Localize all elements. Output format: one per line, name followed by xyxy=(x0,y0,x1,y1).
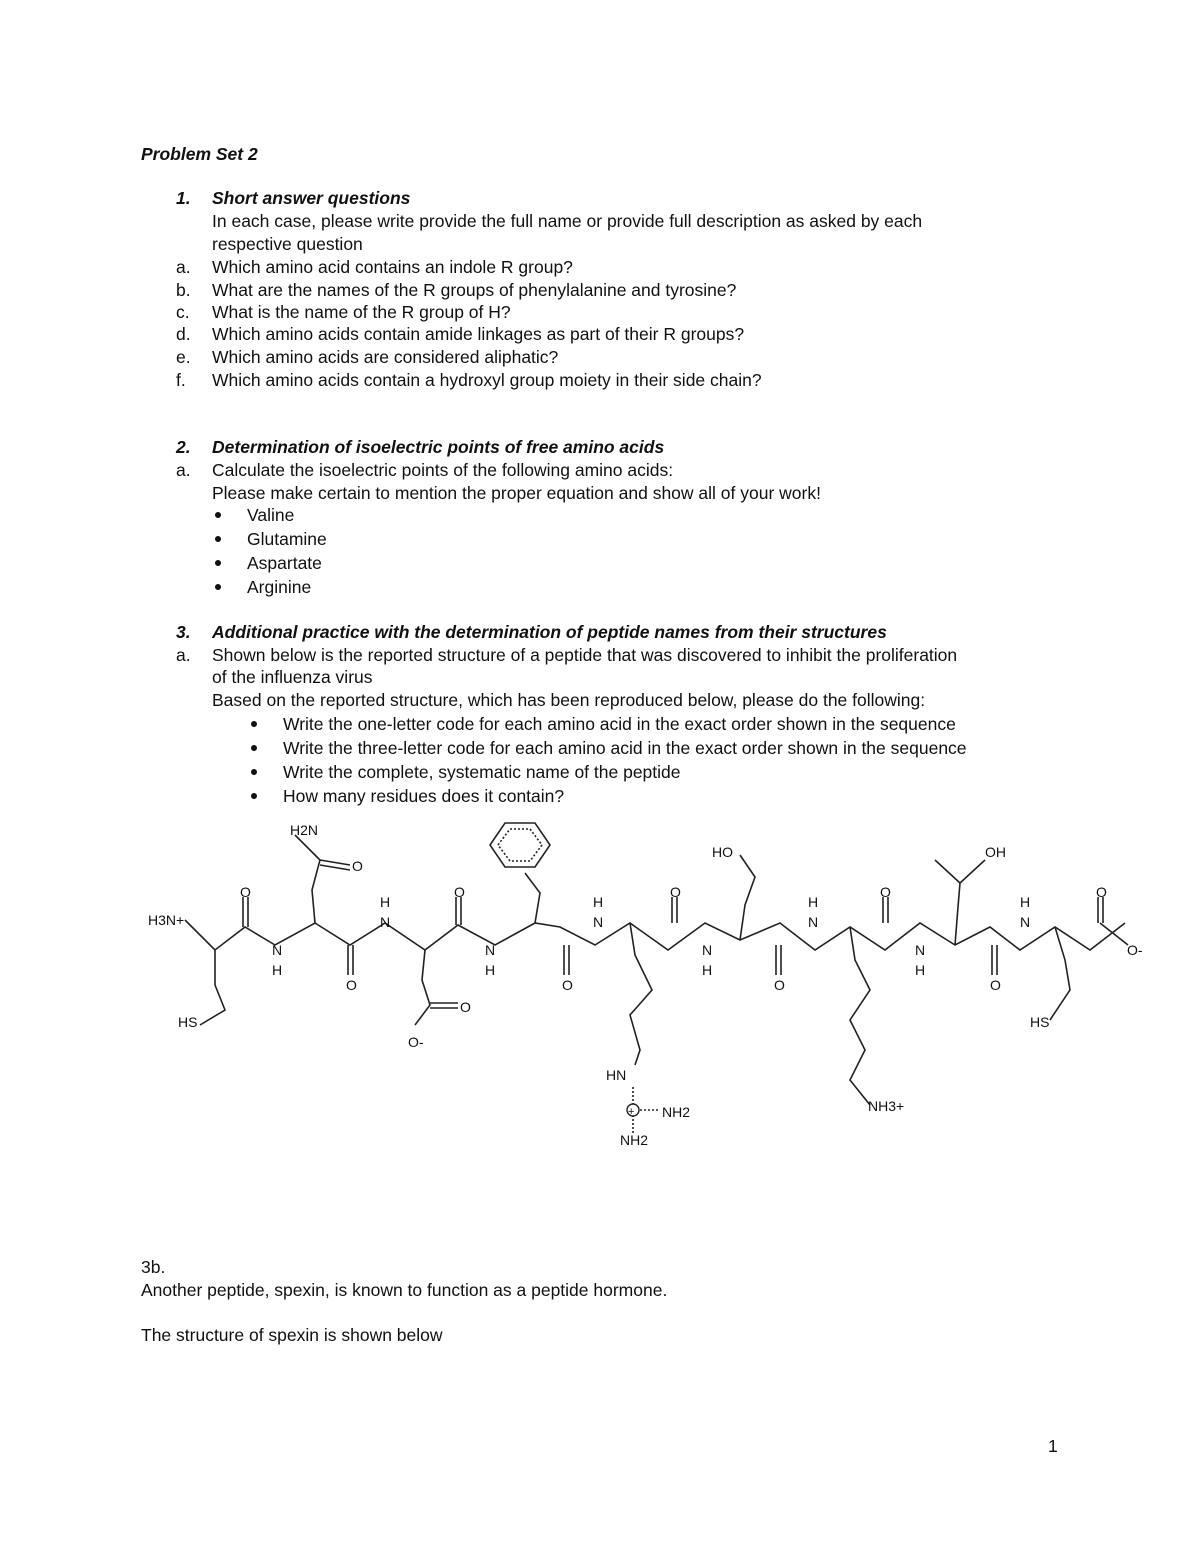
side-chain xyxy=(960,860,985,883)
q1-item-letter: e. xyxy=(176,347,191,367)
q3b-label: 3b. xyxy=(141,1257,166,1277)
side-chain xyxy=(850,927,870,1105)
n-terminus-label: H3N+ xyxy=(148,912,185,928)
bullet-icon xyxy=(251,769,257,775)
q2-number: 2. xyxy=(176,437,191,457)
thiol-label: HS xyxy=(178,1014,198,1030)
q3-number: 3. xyxy=(176,622,191,642)
hydroxyl-label: HO xyxy=(712,844,733,860)
q2-a-line1: Calculate the isoelectric points of the following amino acids: xyxy=(212,460,674,480)
carbonyl-bond xyxy=(320,865,350,870)
carbonyl-o-label: O xyxy=(240,884,251,900)
amide-h-label: H xyxy=(915,962,926,978)
q3-heading: Additional practice with the determination of peptide names from their structures xyxy=(212,622,887,642)
q2-heading: Determination of isoelectric points of free amino acids xyxy=(212,437,665,457)
bullet-icon xyxy=(215,512,221,518)
q2-bullet-item: Aspartate xyxy=(247,553,322,573)
q2-bullet-item: Arginine xyxy=(247,577,312,597)
side-chain xyxy=(415,950,430,1025)
q1-intro-line2: respective question xyxy=(212,234,363,254)
carbonyl-o-label: O xyxy=(880,884,891,900)
peptide-structure-diagram xyxy=(140,815,1160,1165)
q1-item-text: Which amino acids are considered aliphatic? xyxy=(212,347,559,367)
carboxylate-label: O- xyxy=(408,1034,424,1050)
ammonium-label: NH3+ xyxy=(868,1098,905,1114)
q3-bullet-item: How many residues does it contain? xyxy=(283,786,565,806)
amide-h-label: H xyxy=(485,962,496,978)
carboxylate-label: O- xyxy=(1127,942,1143,958)
carbonyl-bond xyxy=(320,860,350,865)
q1-item-text: What is the name of the R group of H? xyxy=(212,302,511,322)
amide-n-label: N xyxy=(702,942,713,958)
side-chain xyxy=(295,835,320,923)
bullet-icon xyxy=(215,584,221,590)
carbonyl-o-label: O xyxy=(1096,884,1107,900)
q1-item-text: Which amino acid contains an indole R group? xyxy=(212,257,573,277)
guanidino-hn-label: HN xyxy=(606,1067,627,1083)
q3b-line2: The structure of spexin is shown below xyxy=(141,1325,443,1345)
carbonyl-o-label: O xyxy=(346,977,357,993)
q1-item-text: Which amino acids contain amide linkages as part of their R groups? xyxy=(212,324,745,344)
q1-item-letter: a. xyxy=(176,257,191,277)
q2-a-letter: a. xyxy=(176,460,191,480)
carbonyl-o-label: O xyxy=(990,977,1001,993)
guanidino-nh2-label: NH2 xyxy=(662,1104,691,1120)
bullet-icon xyxy=(251,721,257,727)
q2-bullet-item: Valine xyxy=(247,505,295,525)
q3-bullet-item: Write the one-letter code for each amino acid in the exact order shown in the sequence xyxy=(283,714,956,734)
q2-bullet-item: Glutamine xyxy=(247,529,327,549)
side-chain xyxy=(525,873,540,923)
bullet-icon xyxy=(251,793,257,799)
q1-number: 1. xyxy=(176,188,191,208)
amide-n-label: N xyxy=(380,914,391,930)
q1-item-letter: b. xyxy=(176,280,191,300)
amide-n-label: N xyxy=(808,914,819,930)
amide-h-label: H xyxy=(380,894,391,910)
side-chain xyxy=(740,855,755,940)
q1-item-text: What are the names of the R groups of phenylalanine and tyrosine? xyxy=(212,280,737,300)
q3-a-letter: a. xyxy=(176,645,191,665)
charge-plus-label: + xyxy=(628,1106,635,1118)
q3-a-line3: Based on the reported structure, which has been reproduced below, please do the following: xyxy=(212,690,926,710)
bullet-icon xyxy=(215,536,221,542)
carbonyl-o-label: O xyxy=(562,977,573,993)
bullet-icon xyxy=(215,560,221,566)
thiol-label: HS xyxy=(1030,1014,1050,1030)
amide-n-label: N xyxy=(915,942,926,958)
q1-item-text: Which amino acids contain a hydroxyl group moiety in their side chain? xyxy=(212,370,762,390)
carbonyl-o-label: O xyxy=(460,999,471,1015)
side-chain xyxy=(1050,927,1070,1020)
bullet-icon xyxy=(251,745,257,751)
amide-h-label: H xyxy=(702,962,713,978)
guanidino-nh2-label: NH2 xyxy=(620,1132,649,1148)
q1-item-letter: c. xyxy=(176,302,190,322)
q1-intro-line1: In each case, please write provide the full name or provide full description as asked by each xyxy=(212,211,923,231)
q3b-line1: Another peptide, spexin, is known to function as a peptide hormone. xyxy=(141,1280,668,1300)
q1-heading: Short answer questions xyxy=(212,188,411,208)
amine-label: H2N xyxy=(290,822,319,838)
q1-item-letter: d. xyxy=(176,324,191,344)
amide-n-label: N xyxy=(1020,914,1031,930)
side-chain xyxy=(200,950,225,1025)
peptide-backbone xyxy=(185,920,1125,950)
q3-a-line1: Shown below is the reported structure of a peptide that was discovered to inhibit the proliferation xyxy=(212,645,958,665)
page-number: 1 xyxy=(1048,1436,1058,1456)
side-chain xyxy=(935,860,960,945)
carbonyl-o-label: O xyxy=(670,884,681,900)
amide-h-label: H xyxy=(593,894,604,910)
q3-a-line2: of the influenza virus xyxy=(212,667,373,687)
amide-h-label: H xyxy=(272,962,283,978)
amide-n-label: N xyxy=(272,942,283,958)
amide-h-label: H xyxy=(1020,894,1031,910)
phenyl-ring-inner xyxy=(498,829,542,861)
q1-item-letter: f. xyxy=(176,370,186,390)
side-chain xyxy=(630,923,652,1065)
amide-n-label: N xyxy=(485,942,496,958)
q2-a-line2: Please make certain to mention the proper equation and show all of your work! xyxy=(212,483,821,503)
amide-n-label: N xyxy=(593,914,604,930)
carbonyl-o-label: O xyxy=(774,977,785,993)
amide-h-label: H xyxy=(808,894,819,910)
carbonyl-o-label: O xyxy=(454,884,465,900)
q3-bullet-item: Write the three-letter code for each amino acid in the exact order shown in the sequence xyxy=(283,738,967,758)
q3-bullet-item: Write the complete, systematic name of the peptide xyxy=(283,762,681,782)
hydroxyl-label: OH xyxy=(985,844,1006,860)
carbonyl-o-label: O xyxy=(352,858,363,874)
carboxylate-bond xyxy=(1100,923,1128,945)
page-title: Problem Set 2 xyxy=(141,144,258,164)
